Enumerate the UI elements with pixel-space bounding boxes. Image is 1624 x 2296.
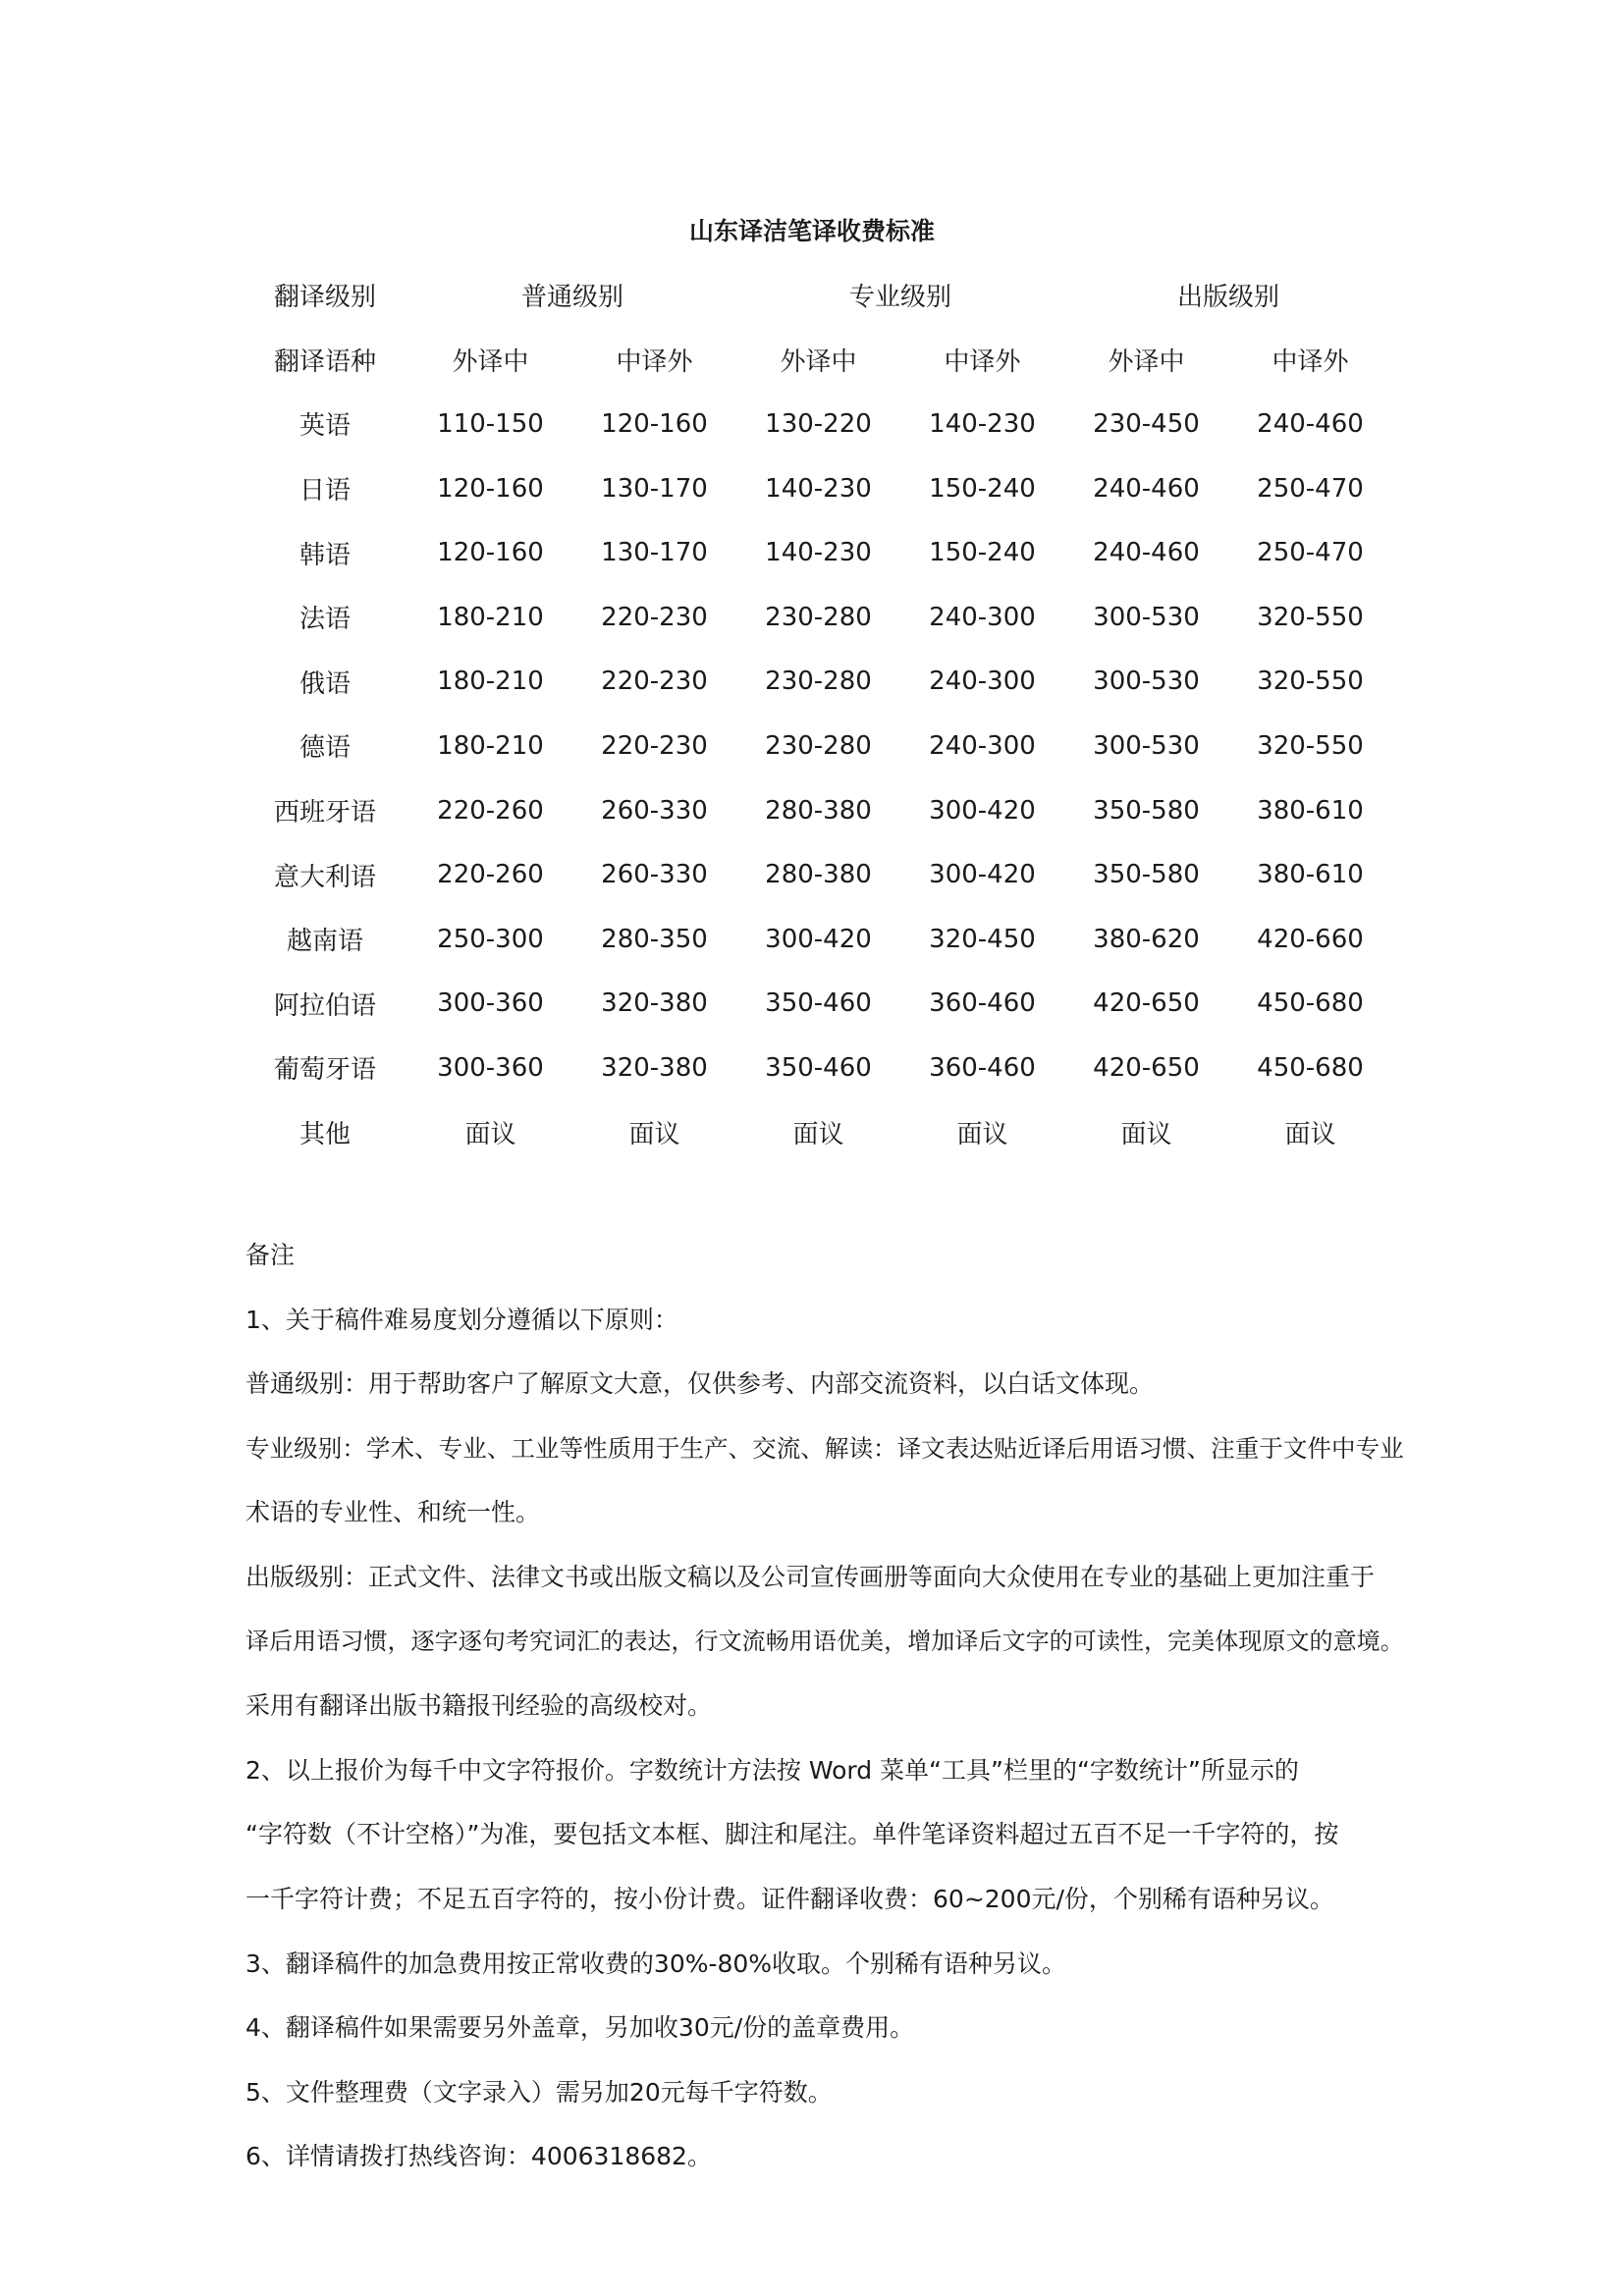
table-row (242, 778, 1392, 843)
price-cell: 320-550 (1257, 730, 1364, 761)
direction-header-row (242, 328, 1392, 393)
language-cell: 越南语 (286, 927, 363, 957)
price-cell: 260-330 (601, 795, 708, 826)
price-cell: 300-530 (1093, 730, 1200, 761)
price-cell: 120-160 (437, 473, 544, 504)
price-cell: 230-280 (765, 602, 872, 632)
price-cell: 230-280 (765, 730, 872, 761)
price-cell: 140-230 (929, 408, 1036, 439)
price-cell: 280-350 (601, 924, 708, 954)
price-cell: 220-230 (601, 730, 708, 761)
price-cell: 面议 (792, 1120, 844, 1150)
price-cell: 240-460 (1093, 538, 1200, 568)
price-cell: 380-610 (1257, 795, 1364, 826)
price-cell: 面议 (1120, 1120, 1172, 1150)
direction-cell: 外译中 (1108, 347, 1185, 377)
level-normal: 普通级别 (520, 283, 623, 313)
language-cell: 德语 (298, 733, 351, 764)
price-cell: 110-150 (437, 408, 544, 439)
price-cell: 300-420 (765, 924, 872, 954)
note-line: 4、翻译稿件如果需要另外盖章，另加收30元/份的盖章费用。 (245, 2013, 915, 2043)
note-line: 采用有翻译出版书籍报刊经验的高级校对。 (245, 1691, 713, 1721)
note-line: 2、以上报价为每千中文字符报价。字数统计方法按 Word 菜单“工具”栏里的“字数统计”所显示的 (245, 1755, 1299, 1785)
price-cell: 180-210 (437, 730, 544, 761)
notes-heading: 备注 (245, 1241, 296, 1269)
price-cell: 300-360 (437, 1052, 544, 1083)
table-row (242, 842, 1392, 907)
price-cell: 140-230 (765, 473, 872, 504)
note-line: 一千字符计费；不足五百字符的，按小份计费。证件翻译收费：60~200元/份，个别稀有语种另议。 (245, 1884, 1334, 1913)
note-line: 专业级别：学术、专业、工业等性质用于生产、交流、解读：译文表达贴近译后用语习惯、注重于文件中专业 (245, 1433, 1404, 1463)
level-header-row (242, 263, 1392, 328)
price-cell: 280-380 (765, 795, 872, 826)
note-line: 3、翻译稿件的加急费用按正常收费的30%-80%收取。个别稀有语种另议。 (245, 1949, 1067, 1978)
note-line: 译后用语习惯，逐字逐句考究词汇的表达，行文流畅用语优美，增加译后文字的可读性，完美体现原文的意境。 (245, 1627, 1404, 1655)
price-cell: 250-470 (1257, 538, 1364, 568)
language-cell: 阿拉伯语 (273, 990, 376, 1021)
price-cell: 220-260 (437, 860, 544, 890)
price-cell: 320-380 (601, 988, 708, 1019)
price-cell: 300-360 (437, 988, 544, 1019)
price-cell: 120-160 (437, 538, 544, 568)
price-table (242, 263, 1392, 1164)
language-cell: 其他 (298, 1120, 351, 1150)
language-cell: 俄语 (298, 668, 351, 699)
price-cell: 120-160 (601, 408, 708, 439)
price-cell: 220-230 (601, 602, 708, 632)
price-cell: 260-330 (601, 860, 708, 890)
price-cell: 240-300 (929, 667, 1036, 697)
price-cell: 140-230 (765, 538, 872, 568)
note-line: 普通级别：用于帮助客户了解原文大意，仅供参考、内部交流资料，以白话文体现。 (245, 1369, 1155, 1399)
price-cell: 300-420 (929, 795, 1036, 826)
table-row (242, 585, 1392, 650)
note-line: 6、详情请拨打热线咨询：4006318682。 (245, 2142, 712, 2171)
price-cell: 350-580 (1093, 860, 1200, 890)
language-cell: 英语 (298, 411, 351, 442)
price-cell: 130-170 (601, 538, 708, 568)
price-cell: 320-550 (1257, 667, 1364, 697)
table-row (242, 907, 1392, 972)
direction-header-label: 翻译语种 (273, 347, 376, 377)
table-row (242, 650, 1392, 715)
price-cell: 360-460 (929, 1052, 1036, 1083)
price-cell: 350-580 (1093, 795, 1200, 826)
price-cell: 150-240 (929, 473, 1036, 504)
price-cell: 220-260 (437, 795, 544, 826)
notes-section (245, 1223, 1404, 2189)
note-line: 5、文件整理费（文字录入）需另加20元每千字符数。 (245, 2077, 833, 2107)
direction-cell: 中译外 (616, 347, 693, 377)
price-cell: 130-220 (765, 408, 872, 439)
price-cell: 240-300 (929, 602, 1036, 632)
price-cell: 350-460 (765, 988, 872, 1019)
language-cell: 日语 (298, 476, 351, 507)
price-cell: 面议 (1284, 1120, 1336, 1150)
price-cell: 450-680 (1257, 1052, 1364, 1083)
price-cell: 300-530 (1093, 667, 1200, 697)
table-row (242, 520, 1392, 585)
price-cell: 320-450 (929, 924, 1036, 954)
document-title: 山东译洁笔译收费标准 (688, 217, 935, 245)
table-row (242, 1036, 1392, 1100)
price-cell: 300-420 (929, 860, 1036, 890)
table-row (242, 1100, 1392, 1165)
direction-cell: 外译中 (780, 347, 857, 377)
price-cell: 240-460 (1093, 473, 1200, 504)
price-cell: 面议 (956, 1120, 1008, 1150)
price-cell: 300-530 (1093, 602, 1200, 632)
price-cell: 面议 (464, 1120, 516, 1150)
level-publishing: 出版级别 (1176, 283, 1279, 313)
table-row (242, 714, 1392, 778)
price-cell: 360-460 (929, 988, 1036, 1019)
table-row (242, 392, 1392, 456)
price-cell: 180-210 (437, 667, 544, 697)
price-cell: 420-650 (1093, 988, 1200, 1019)
direction-cell: 外译中 (452, 347, 529, 377)
price-cell: 130-170 (601, 473, 708, 504)
note-line: 出版级别：正式文件、法律文书或出版文稿以及公司宣传画册等面向大众使用在专业的基础上更加注重于 (245, 1562, 1376, 1591)
price-cell: 380-620 (1093, 924, 1200, 954)
language-cell: 葡萄牙语 (273, 1055, 376, 1086)
price-cell: 230-450 (1093, 408, 1200, 439)
direction-cell: 中译外 (1272, 347, 1349, 377)
price-cell: 280-380 (765, 860, 872, 890)
price-cell: 240-300 (929, 730, 1036, 761)
price-cell: 320-550 (1257, 602, 1364, 632)
table-row (242, 972, 1392, 1037)
language-cell: 西班牙语 (273, 798, 376, 828)
language-cell: 法语 (298, 605, 351, 635)
table-row (242, 456, 1392, 521)
note-line: “字符数（不计空格）”为准，要包括文本框、脚注和尾注。单件笔译资料超过五百不足一千字符的，按 (245, 1820, 1339, 1849)
price-cell: 150-240 (929, 538, 1036, 568)
price-cell: 250-470 (1257, 473, 1364, 504)
language-cell: 韩语 (298, 540, 351, 570)
price-cell: 380-610 (1257, 860, 1364, 890)
price-cell: 250-300 (437, 924, 544, 954)
price-cell: 420-660 (1257, 924, 1364, 954)
language-cell: 意大利语 (273, 862, 376, 892)
direction-cell: 中译外 (944, 347, 1021, 377)
note-line: 1、关于稿件难易度划分遵循以下原则： (245, 1305, 678, 1334)
level-header-label: 翻译级别 (273, 283, 376, 313)
note-line: 术语的专业性、和统一性。 (245, 1498, 541, 1527)
price-cell: 230-280 (765, 667, 872, 697)
price-cell: 240-460 (1257, 408, 1364, 439)
price-cell: 320-380 (601, 1052, 708, 1083)
price-cell: 220-230 (601, 667, 708, 697)
price-cell: 450-680 (1257, 988, 1364, 1019)
price-cell: 350-460 (765, 1052, 872, 1083)
level-professional: 专业级别 (848, 283, 951, 313)
price-cell: 面议 (628, 1120, 680, 1150)
price-cell: 420-650 (1093, 1052, 1200, 1083)
price-cell: 180-210 (437, 602, 544, 632)
